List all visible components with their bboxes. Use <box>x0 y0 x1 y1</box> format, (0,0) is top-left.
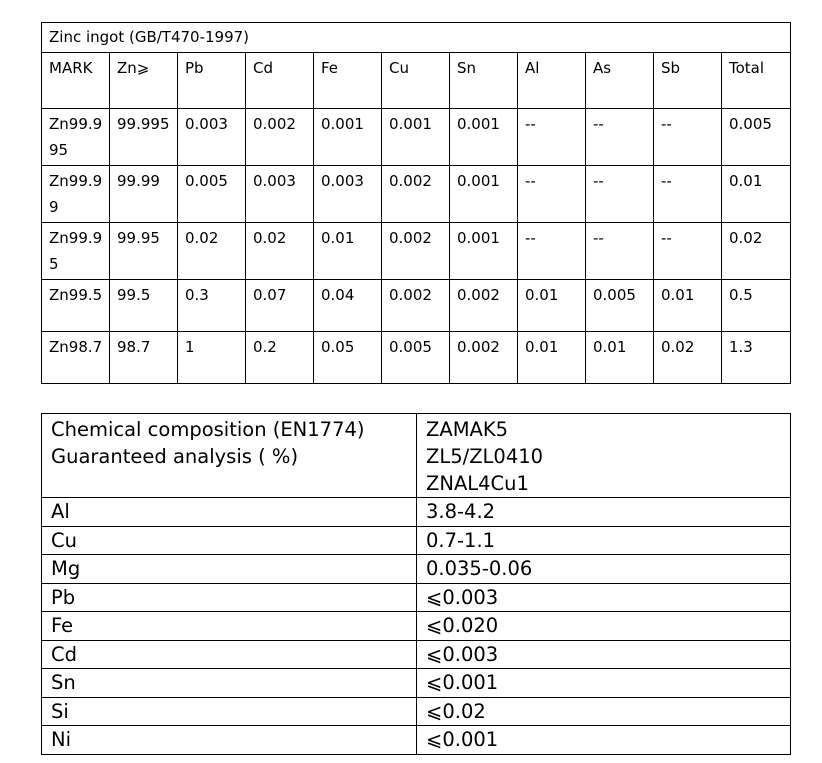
table-cell: Zn99.995 <box>42 109 110 166</box>
table-cell: -- <box>586 109 654 166</box>
table-cell: -- <box>586 166 654 223</box>
table-row <box>42 280 791 332</box>
table-row <box>42 109 791 166</box>
table-cell: 0.005 <box>722 109 791 166</box>
table-cell: 0.01 <box>654 280 722 332</box>
table-cell: Zn99.5 <box>42 280 110 332</box>
table-cell: 99.995 <box>110 109 178 166</box>
table-cell: 0.01 <box>722 166 791 223</box>
table-row <box>42 583 791 612</box>
table-cell: Zn99.99 <box>42 166 110 223</box>
table-cell: 0.002 <box>246 109 314 166</box>
table-row <box>42 555 791 584</box>
table-cell: 0.01 <box>518 280 586 332</box>
table-cell: 0.001 <box>450 109 518 166</box>
table-cell: 99.5 <box>110 280 178 332</box>
value-cell: ⩽0.003 <box>417 640 791 669</box>
table-row <box>42 498 791 527</box>
table-cell: -- <box>654 223 722 280</box>
table-cell: 0.02 <box>654 332 722 384</box>
table-title: Zinc ingot (GB/T470-1997) <box>42 23 791 53</box>
element-cell: Cu <box>42 526 417 555</box>
column-header: As <box>586 53 654 109</box>
table-cell: 0.005 <box>586 280 654 332</box>
table-cell: 0.07 <box>246 280 314 332</box>
table-cell: 0.001 <box>382 109 450 166</box>
table-row <box>42 697 791 726</box>
element-cell: Pb <box>42 583 417 612</box>
column-header: MARK <box>42 53 110 109</box>
table-cell: Zn98.7 <box>42 332 110 384</box>
table-cell: 0.05 <box>314 332 382 384</box>
composition-header-left <box>42 414 417 498</box>
table-cell: 0.003 <box>314 166 382 223</box>
table-cell: 0.04 <box>314 280 382 332</box>
table-cell: 0.002 <box>450 280 518 332</box>
table-cell: 0.002 <box>382 280 450 332</box>
table-cell: 0.5 <box>722 280 791 332</box>
table-cell: Zn99.95 <box>42 223 110 280</box>
value-cell: 0.7-1.1 <box>417 526 791 555</box>
table-cell: -- <box>518 223 586 280</box>
element-cell: Sn <box>42 669 417 698</box>
column-header: Sn <box>450 53 518 109</box>
column-header: Al <box>518 53 586 109</box>
table-header-row <box>42 53 791 109</box>
table-cell: 0.002 <box>382 223 450 280</box>
table-cell: 0.01 <box>518 332 586 384</box>
table-cell: 1 <box>178 332 246 384</box>
column-header: Cd <box>246 53 314 109</box>
table-row <box>42 166 791 223</box>
table-cell: 98.7 <box>110 332 178 384</box>
column-header: Fe <box>314 53 382 109</box>
composition-standard-label: Chemical composition (EN1774) <box>51 418 365 441</box>
table-cell: 0.01 <box>314 223 382 280</box>
table-cell: 99.99 <box>110 166 178 223</box>
element-cell: Ni <box>42 726 417 755</box>
table-cell: 1.3 <box>722 332 791 384</box>
alloy-code: ZL5/ZL0410 <box>426 445 544 468</box>
element-cell: Al <box>42 498 417 527</box>
table-cell: 99.95 <box>110 223 178 280</box>
table-cell: 0.02 <box>722 223 791 280</box>
column-header: Zn⩾ <box>110 53 178 109</box>
value-cell: ⩽0.020 <box>417 612 791 641</box>
composition-header-row <box>42 414 791 498</box>
column-header: Pb <box>178 53 246 109</box>
value-cell: 3.8-4.2 <box>417 498 791 527</box>
value-cell: ⩽0.003 <box>417 583 791 612</box>
table-cell: 0.02 <box>246 223 314 280</box>
table-cell: 0.01 <box>586 332 654 384</box>
table-row <box>42 640 791 669</box>
table-cell: -- <box>518 166 586 223</box>
element-cell: Mg <box>42 555 417 584</box>
table-cell: 0.002 <box>450 332 518 384</box>
table-cell: -- <box>586 223 654 280</box>
alloy-designation: ZNAL4Cu1 <box>426 472 529 495</box>
alloy-name: ZAMAK5 <box>426 418 509 441</box>
element-cell: Fe <box>42 612 417 641</box>
table-cell: 0.001 <box>314 109 382 166</box>
element-cell: Cd <box>42 640 417 669</box>
table-row <box>42 332 791 384</box>
table-cell: 0.002 <box>382 166 450 223</box>
table-cell: 0.3 <box>178 280 246 332</box>
table-row <box>42 726 791 755</box>
column-header: Cu <box>382 53 450 109</box>
table-cell: 0.2 <box>246 332 314 384</box>
table-title-row <box>42 23 791 53</box>
composition-header-right <box>417 414 791 498</box>
table-cell: 0.001 <box>450 166 518 223</box>
table-cell: 0.001 <box>450 223 518 280</box>
column-header: Total <box>722 53 791 109</box>
table-cell: -- <box>654 166 722 223</box>
table-cell: -- <box>518 109 586 166</box>
table-row <box>42 526 791 555</box>
table-cell: 0.003 <box>246 166 314 223</box>
table-cell: 0.02 <box>178 223 246 280</box>
value-cell: ⩽0.001 <box>417 726 791 755</box>
value-cell: ⩽0.001 <box>417 669 791 698</box>
table-row <box>42 223 791 280</box>
table-cell: -- <box>654 109 722 166</box>
element-cell: Si <box>42 697 417 726</box>
chemical-composition-table <box>41 413 791 755</box>
value-cell: ⩽0.02 <box>417 697 791 726</box>
column-header: Sb <box>654 53 722 109</box>
table-row <box>42 669 791 698</box>
table-cell: 0.005 <box>178 166 246 223</box>
guaranteed-analysis-label: Guaranteed analysis ( %) <box>51 445 299 468</box>
table-cell: 0.005 <box>382 332 450 384</box>
zinc-ingot-table <box>41 22 791 384</box>
table-cell: 0.003 <box>178 109 246 166</box>
value-cell: 0.035-0.06 <box>417 555 791 584</box>
table-row <box>42 612 791 641</box>
